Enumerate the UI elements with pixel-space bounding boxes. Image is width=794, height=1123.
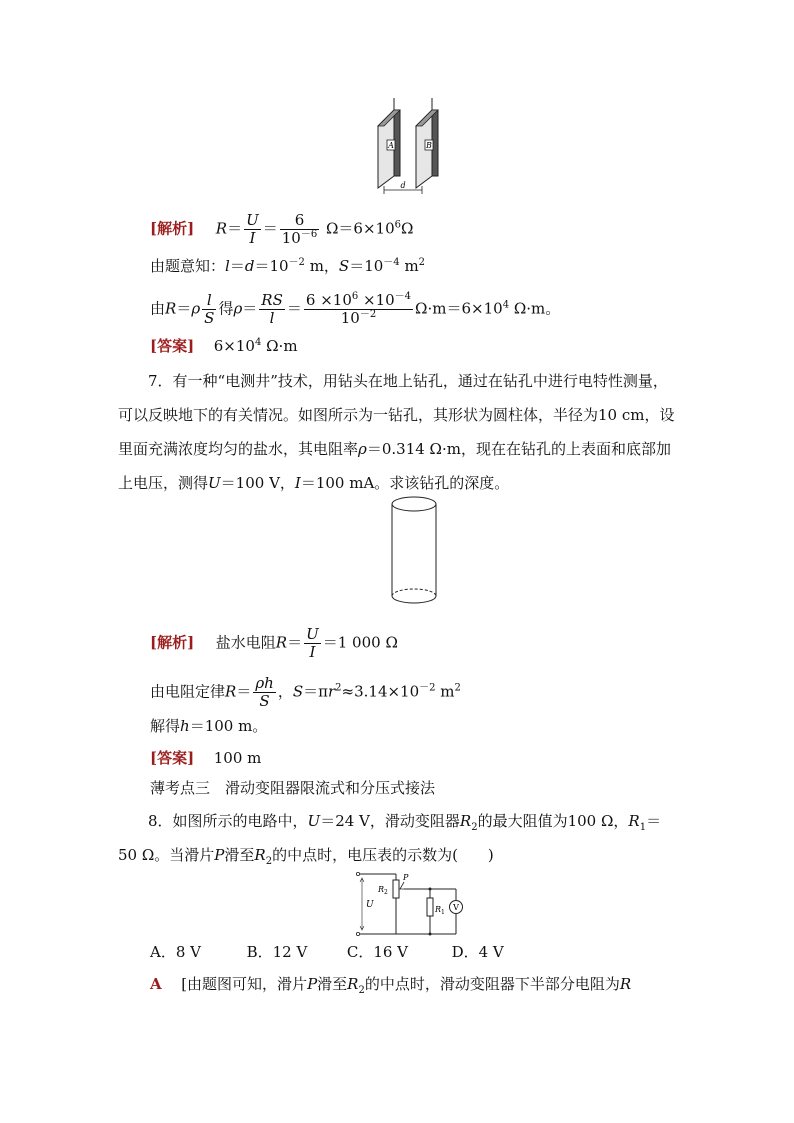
question8-options: [150, 942, 504, 962]
fraction-u-over-i-7: $\frac{U}{I}$: [306, 625, 319, 661]
circuit-figure: [352, 868, 464, 940]
voltmeter-label: V: [453, 903, 459, 912]
answer6-line: [答案] $6\times 10^4$ Ω·m: [150, 337, 298, 355]
plates-figure: [370, 96, 460, 196]
plate-b-label: B: [426, 141, 432, 150]
cylinder-figure: [388, 494, 440, 608]
circuit-p-label: P: [403, 873, 409, 882]
answer8-letter: A: [150, 975, 162, 993]
circuit-r2-label: $R_2$: [378, 885, 388, 896]
fraction-6-over-10e-6: $\frac{6}{10^{-6}}$: [281, 211, 318, 247]
solution6-line1: [解析] R＝ $\frac{U}{I}$ ＝ $\frac{6}{10^{-6}}$ $\Omega=6\times 10^6\Omega$: [150, 211, 414, 247]
fraction-rs-over-l: $\frac{RS}{l}$: [261, 291, 283, 327]
option-d: D．4 V: [451, 943, 504, 961]
answer6-tag: [答案]: [150, 337, 195, 355]
solution7-line2: 由电阻定律R＝ $\frac{\rho h}{S}$ ，$S=\pi r^2\approx 3.14\times 10^{-2}$ $m^2$: [150, 674, 461, 710]
solution6-line3: 由R＝ρ $\frac{l}{S}$ 得ρ＝ $\frac{RS}{l}$ ＝ $\frac{6 \times 10^6 \times 10^{-4}}{10^{-2}}$ $\Omega\cdot m=6\times 10^4$ Ω·m。: [150, 291, 561, 327]
solution6-line2: 由题意知：$l=d=10^{-2}$ m，$S=10^{-4}$ $m^2$: [150, 257, 426, 275]
distance-d-label: d: [400, 181, 406, 190]
circuit-r1-label: $R_1$: [435, 905, 445, 916]
fraction-l-over-s: $\frac{l}{S}$: [204, 291, 215, 327]
option-a: A．8 V: [150, 943, 201, 961]
fraction-rho-h-over-s: $\frac{\rho h}{S}$: [255, 674, 274, 710]
option-c: C．16 V: [346, 943, 409, 961]
circuit-u-label: U: [366, 900, 374, 910]
fraction-big-value: $\frac{6 \times 10^6 \times 10^{-4}}{10^{-2}}$: [305, 291, 412, 327]
solution7-line1: [解析] 盐水电阻R＝ $\frac{U}{I}$ ＝1 000 Ω: [150, 625, 398, 661]
question7-text: 7．有一种“电测井”技术，用钻头在地上钻孔，通过在钻孔中进行电特性测量，可以反映地下的有关情况。如图所示为一钻孔，其形状为圆柱体，半径为10 cm，设里面充满浓度均匀的盐水，其电阻率ρ＝0.314 Ω·m，现在在钻孔的上表面和底部加上电压，测得U＝100 V，I＝100 mA。求该钻孔的深度。: [118, 372, 675, 492]
solution7-tag: [解析]: [150, 633, 195, 652]
answer7-tag: [答案]: [150, 749, 195, 767]
fraction-u-over-i: $\frac{U}{I}$: [246, 211, 259, 247]
solution6-tag: [解析]: [150, 219, 195, 238]
answer7-line: [答案] 100 m: [150, 749, 262, 767]
plate-a-label: A: [388, 141, 394, 150]
section-title: 薄考点三 滑动变阻器限流式和分压式接法: [150, 779, 436, 797]
question8-text: 8．如图所示的电路中，U＝24 V，滑动变阻器$R_2$的最大阻值为100 Ω，$R_1=50$ Ω。当滑片P滑至$R_2$的中点时，电压表的示数为( ): [118, 812, 662, 867]
answer8-line: A [由题图可知，滑片P滑至$R_2$的中点时，滑动变阻器下半部分电阻为R: [150, 975, 632, 996]
solution7-line3: 解得h＝100 m。: [150, 717, 268, 735]
option-b: B．12 V: [246, 943, 308, 961]
